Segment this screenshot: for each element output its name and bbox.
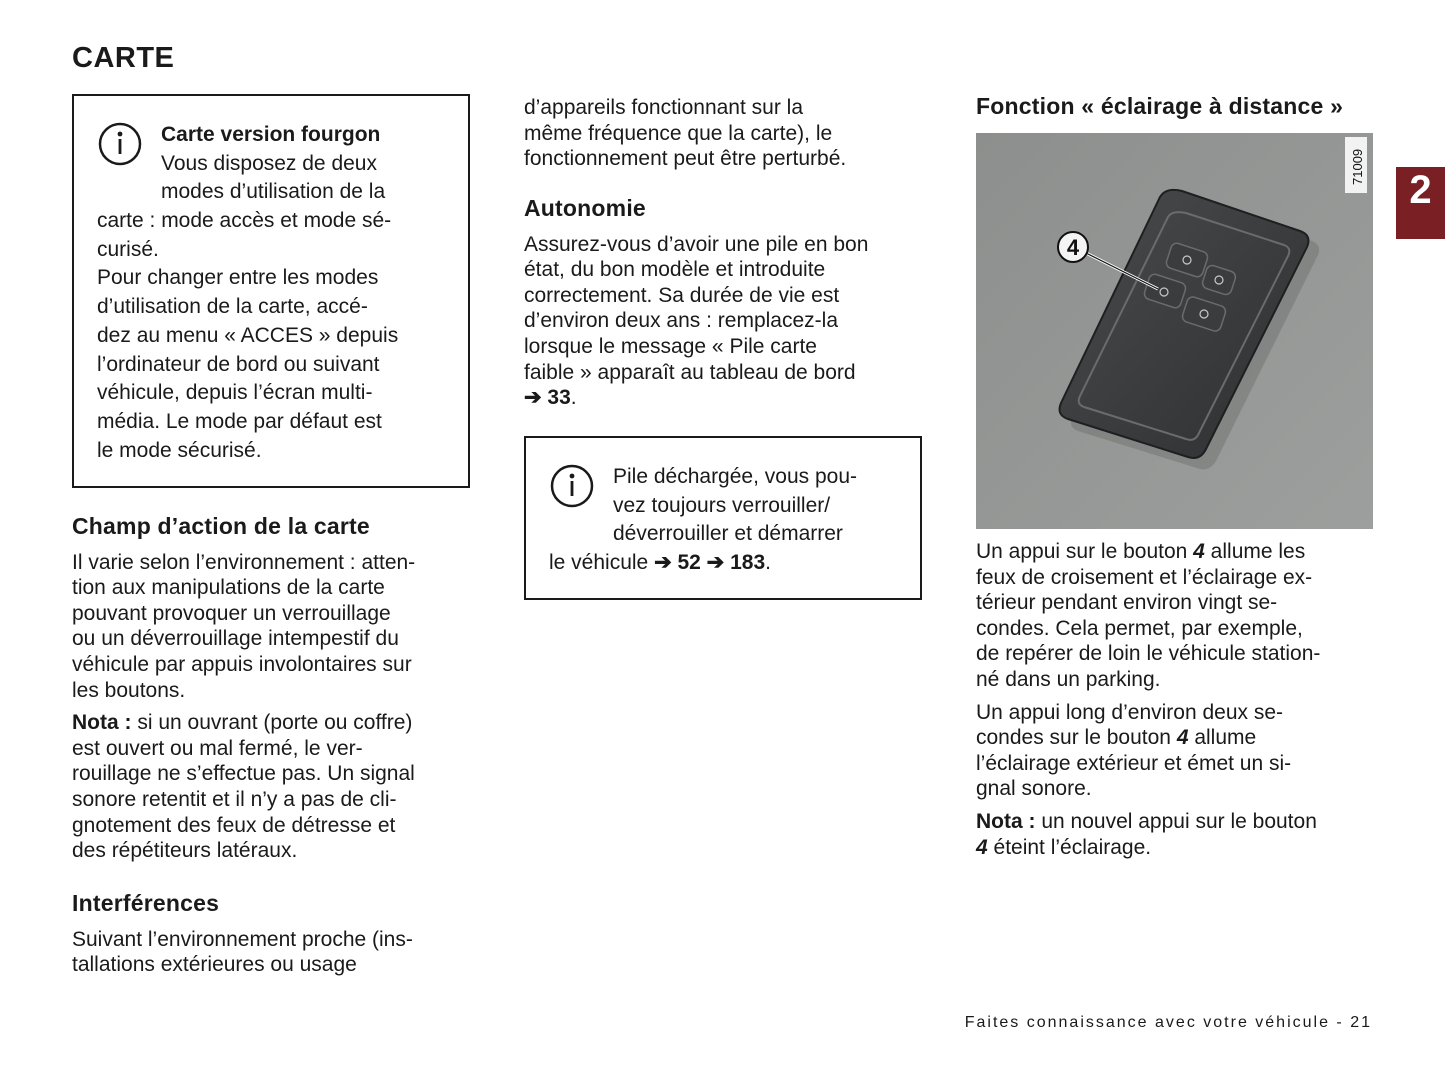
text-fragment: Un appui sur le bouton — [976, 540, 1194, 563]
text-line: pouvant provoquer un verrouillage — [72, 601, 391, 625]
info-icon — [550, 464, 594, 508]
key-card-photo — [976, 133, 1373, 529]
text-line: sonore retentit et il n’y a pas de cli- — [72, 787, 397, 811]
section-heading-autonomie: Autonomie — [524, 195, 646, 221]
nota-paragraph — [976, 809, 1376, 835]
text-fragment: éteint l’éclairage. — [987, 835, 1152, 859]
text-fragment: condes sur le bouton — [976, 726, 1177, 750]
info-box-heading: Carte version fourgon — [161, 123, 381, 146]
button-number: 4 — [1193, 540, 1205, 563]
text-line: l’ordinateur de bord ou suivant — [97, 352, 380, 376]
button-number: 4 — [976, 835, 988, 859]
text-line: Un appui long d’environ deux se- — [976, 700, 1284, 724]
text-line: modes d’utilisation de la — [161, 180, 386, 204]
text-line: de repérer de loin le véhicule station- — [976, 642, 1321, 666]
text-line: véhicule, depuis l’écran multi- — [97, 381, 373, 405]
text-line: déverrouiller et démarrer — [613, 522, 843, 546]
text-line: dez au menu « ACCES » depuis — [97, 323, 399, 347]
text-fragment: allume les — [1204, 540, 1306, 563]
nota-label: Nota : — [72, 711, 132, 735]
text-line: correctement. Sa durée de vie est — [524, 283, 840, 307]
info-box-pile — [524, 436, 922, 600]
nota-paragraph — [72, 710, 472, 736]
text-fragment: allume — [1188, 726, 1257, 750]
info-icon — [98, 122, 142, 166]
text-line: tion aux manipulations de la carte — [72, 576, 385, 600]
page-ref-link[interactable]: ➔ 52 ➔ 183 — [654, 551, 766, 574]
text-line: feux de croisement et l’éclairage ex- — [976, 565, 1313, 589]
key-card-illustration — [976, 133, 1373, 529]
text-line: l’éclairage extérieur et émet un si- — [976, 751, 1292, 775]
text-line: né dans un parking. — [976, 667, 1161, 691]
text-fragment: un nouvel appui sur le bouton — [1035, 809, 1317, 833]
text-line: térieur pendant environ vingt se- — [976, 591, 1278, 615]
section-heading-interferences: Interférences — [72, 890, 220, 916]
text-fragment: le véhicule — [549, 551, 655, 574]
text-line: d’appareils fonctionnant sur la — [524, 96, 804, 119]
page-ref-link[interactable]: ➔ 33 — [524, 386, 571, 410]
text-line: est ouvert ou mal fermé, le ver- — [72, 736, 363, 760]
section-heading-champ: Champ d’action de la carte — [72, 513, 370, 539]
text-line: Vous disposez de deux — [161, 151, 377, 175]
info-box-fourgon — [72, 94, 470, 488]
text-line — [976, 835, 1376, 861]
text-line: vez toujours verrouiller/ — [613, 493, 831, 517]
text-line: d’environ deux ans : remplacez-la — [524, 309, 838, 333]
info-box-last-line — [549, 549, 771, 578]
text-line: les boutons. — [72, 678, 186, 702]
text-fragment: . — [765, 551, 771, 574]
text-line: curisé. — [97, 237, 159, 261]
text-line: Pile déchargée, vous pou- — [613, 465, 857, 488]
text-line: Il varie selon l’environnement : atten- — [72, 550, 416, 574]
page-footer: Faites connaissance avec votre véhicule - 21 — [964, 1014, 1372, 1031]
text-line: lorsque le message « Pile carte — [524, 334, 817, 358]
text-line: d’utilisation de la carte, accé- — [97, 295, 368, 319]
image-code: 71009 — [1350, 148, 1365, 185]
text-line: condes. Cela permet, par exemple, — [976, 616, 1303, 640]
text-line: Pour changer entre les modes — [97, 266, 379, 290]
text-line — [976, 725, 1376, 751]
chapter-tab[interactable]: 2 — [1396, 167, 1445, 239]
text-line: carte : mode accès et mode sé- — [97, 209, 392, 232]
text-line: même fréquence que la carte), le — [524, 121, 833, 145]
page-title: CARTE — [72, 42, 175, 74]
text-line: gnotement des feux de détresse et — [72, 813, 396, 837]
text-line: le mode sécurisé. — [97, 438, 262, 462]
text-line — [976, 539, 1376, 565]
text-fragment: . — [570, 386, 577, 410]
page-reference-line — [524, 385, 924, 411]
nota-label: Nota : — [976, 809, 1036, 833]
text-line: rouillage ne s’effectue pas. Un signal — [72, 762, 415, 786]
text-line: véhicule par appuis involontaires sur — [72, 652, 412, 676]
callout-number: 4 — [1066, 235, 1080, 260]
text-line: ou un déverrouillage intempestif du — [72, 627, 399, 651]
text-line: des répétiteurs latéraux. — [72, 839, 298, 863]
text-line: Assurez-vous d’avoir une pile en bon — [524, 232, 869, 256]
text-line: faible » apparaît au tableau de bord — [524, 360, 856, 384]
button-number: 4 — [1176, 726, 1189, 750]
text-line: état, du bon modèle et introduite — [524, 258, 826, 282]
text-line: gnal sonore. — [976, 777, 1092, 801]
nota-text: si un ouvrant (porte ou coffre) — [131, 711, 413, 735]
text-line: tallations extérieures ou usage — [72, 953, 357, 977]
text-line: Suivant l’environnement proche (ins- — [72, 927, 413, 951]
text-line: média. Le mode par défaut est — [97, 409, 382, 433]
text-line: fonctionnement peut être perturbé. — [524, 147, 847, 171]
section-heading-eclairage: Fonction « éclairage à distance » — [976, 93, 1344, 119]
